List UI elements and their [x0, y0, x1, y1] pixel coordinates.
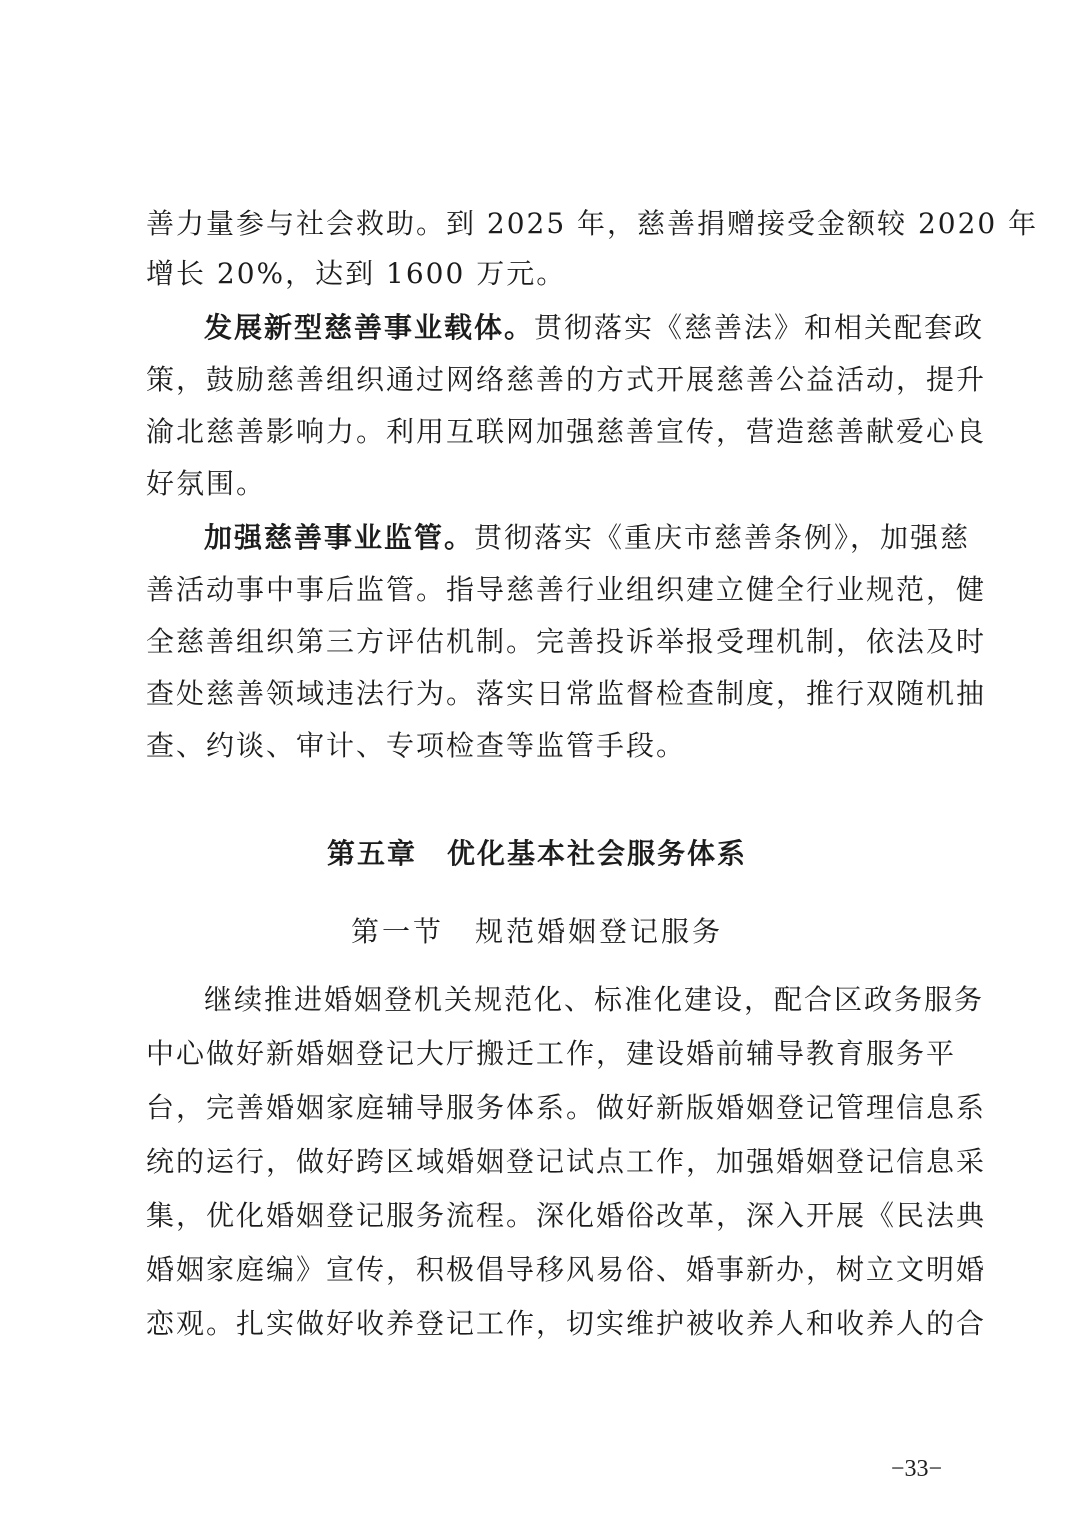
body-text: 贯彻落实《重庆市慈善条例》，加强慈 — [474, 521, 971, 554]
body-text-line: 恋观。扎实做好收养登记工作，切实维护被收养人和收养人的合 — [146, 1307, 987, 1340]
paragraph-first-line — [204, 310, 985, 346]
body-text-line: 婚姻家庭编》宣传，积极倡导移风易俗、婚事新办，树立文明婚 — [146, 1253, 987, 1286]
body-text-line: 台，完善婚姻家庭辅导服务体系。做好新版婚姻登记管理信息系 — [146, 1091, 987, 1124]
paragraph-first-line: 继续推进婚姻登机关规范化、标准化建设，配合区政务服务 — [204, 983, 985, 1016]
body-text-line: 集，优化婚姻登记服务流程。深化婚俗改革，深入开展《民法典 — [146, 1199, 987, 1232]
body-text-line: 全慈善组织第三方评估机制。完善投诉举报受理机制，依法及时 — [146, 625, 987, 658]
paragraph-heading: 发展新型慈善事业载体。 — [204, 311, 535, 344]
body-text-line: 查、约谈、审计、专项检查等监管手段。 — [146, 729, 687, 762]
body-text: 贯彻落实《慈善法》和相关配套政 — [534, 311, 985, 344]
body-text-line: 善活动事中事后监管。指导慈善行业组织建立健全行业规范，健 — [146, 573, 987, 606]
body-text-line: 策，鼓励慈善组织通过网络慈善的方式开展慈善公益活动，提升 — [146, 363, 987, 396]
body-text-line: 渝北慈善影响力。利用互联网加强慈善宣传，营造慈善献爱心良 — [146, 415, 987, 448]
body-text-line: 善力量参与社会救助。到 2025 年，慈善捐赠接受金额较 2020 年 — [146, 207, 1039, 240]
body-text-line: 好氛围。 — [146, 467, 267, 500]
page-number: −33− — [890, 1456, 942, 1482]
body-text-line: 统的运行，做好跨区域婚姻登记试点工作，加强婚姻登记信息采 — [146, 1145, 987, 1178]
body-text-line: 增长 20%，达到 1600 万元。 — [146, 257, 567, 290]
paragraph-first-line — [204, 520, 971, 556]
body-text-line: 查处慈善领域违法行为。落实日常监督检查制度，推行双随机抽 — [146, 677, 987, 710]
body-text-line: 中心做好新婚姻登记大厅搬迁工作，建设婚前辅导教育服务平 — [146, 1037, 957, 1070]
chapter-title: 第五章 优化基本社会服务体系 — [326, 837, 747, 870]
section-title: 第一节 规范婚姻登记服务 — [350, 915, 723, 948]
paragraph-heading: 加强慈善事业监管。 — [204, 521, 475, 554]
